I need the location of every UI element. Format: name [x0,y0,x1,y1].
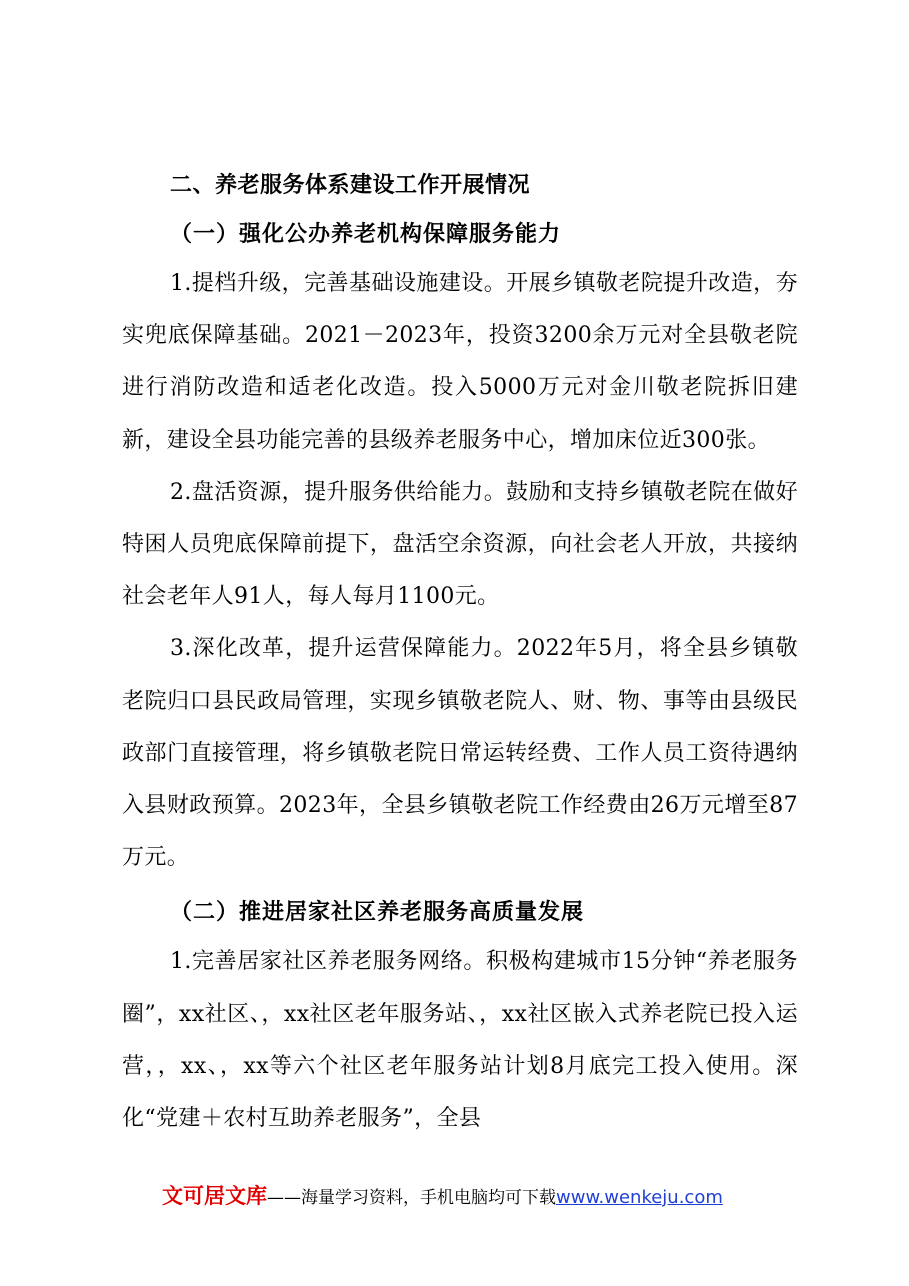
footer-tagline: ——海量学习资料，手机电脑均可下载 [267,1188,556,1208]
footer-banner [162,1182,723,1212]
footer-brand: 文可居文库 [162,1184,267,1208]
section-title: 二、养老服务体系建设工作开展情况 [170,173,531,198]
paragraph-1: 1.提档升级，完善基础设施建设。开展乡镇敬老院提升改造，夯实兜底保障基础。2021－2023年，投资3200余万元对全县敬老院进行消防改造和适老化改造。投入5000万元对金川敬老院拆旧建新，建设全县功能完善的县级养老服务中心，增加床位近300张。 [122,271,798,453]
subsection-title-2: （二）推进居家社区养老服务高质量发展 [170,899,585,926]
paragraph-4: 1.完善居家社区养老服务网络。积极构建城市15分钟“养老服务圈”，xx社区、，xx社区老年服务站、，xx社区嵌入式养老院已投入运营，，xx、，xx等六个社区老年服务站计划8月底完工投入使用。深化“党建＋农村互助养老服务”，全县 [122,949,798,1132]
footer-url-link[interactable]: www.wenkeju.com [556,1187,723,1208]
subsection-title-1: （一）强化公办养老机构保障服务能力 [170,221,562,247]
document-body [122,166,798,1145]
paragraph-2: 2.盘活资源，提升服务供给能力。鼓励和支持乡镇敬老院在做好特困人员兜底保障前提下，盘活空余资源，向社会老人开放，共接纳社会老年人91人，每人每月1100元。 [122,479,798,610]
paragraph-3: 3.深化改革，提升运营保障能力。2022年5月，将全县乡镇敬老院归口县民政局管理，实现乡镇敬老院人、财、物、事等由县级民政部门直接管理，将乡镇敬老院日常运转经费、工作人员工资待遇纳入县财政预算。2023年，全县乡镇敬老院工作经费由26万元增至87万元。 [122,636,798,871]
